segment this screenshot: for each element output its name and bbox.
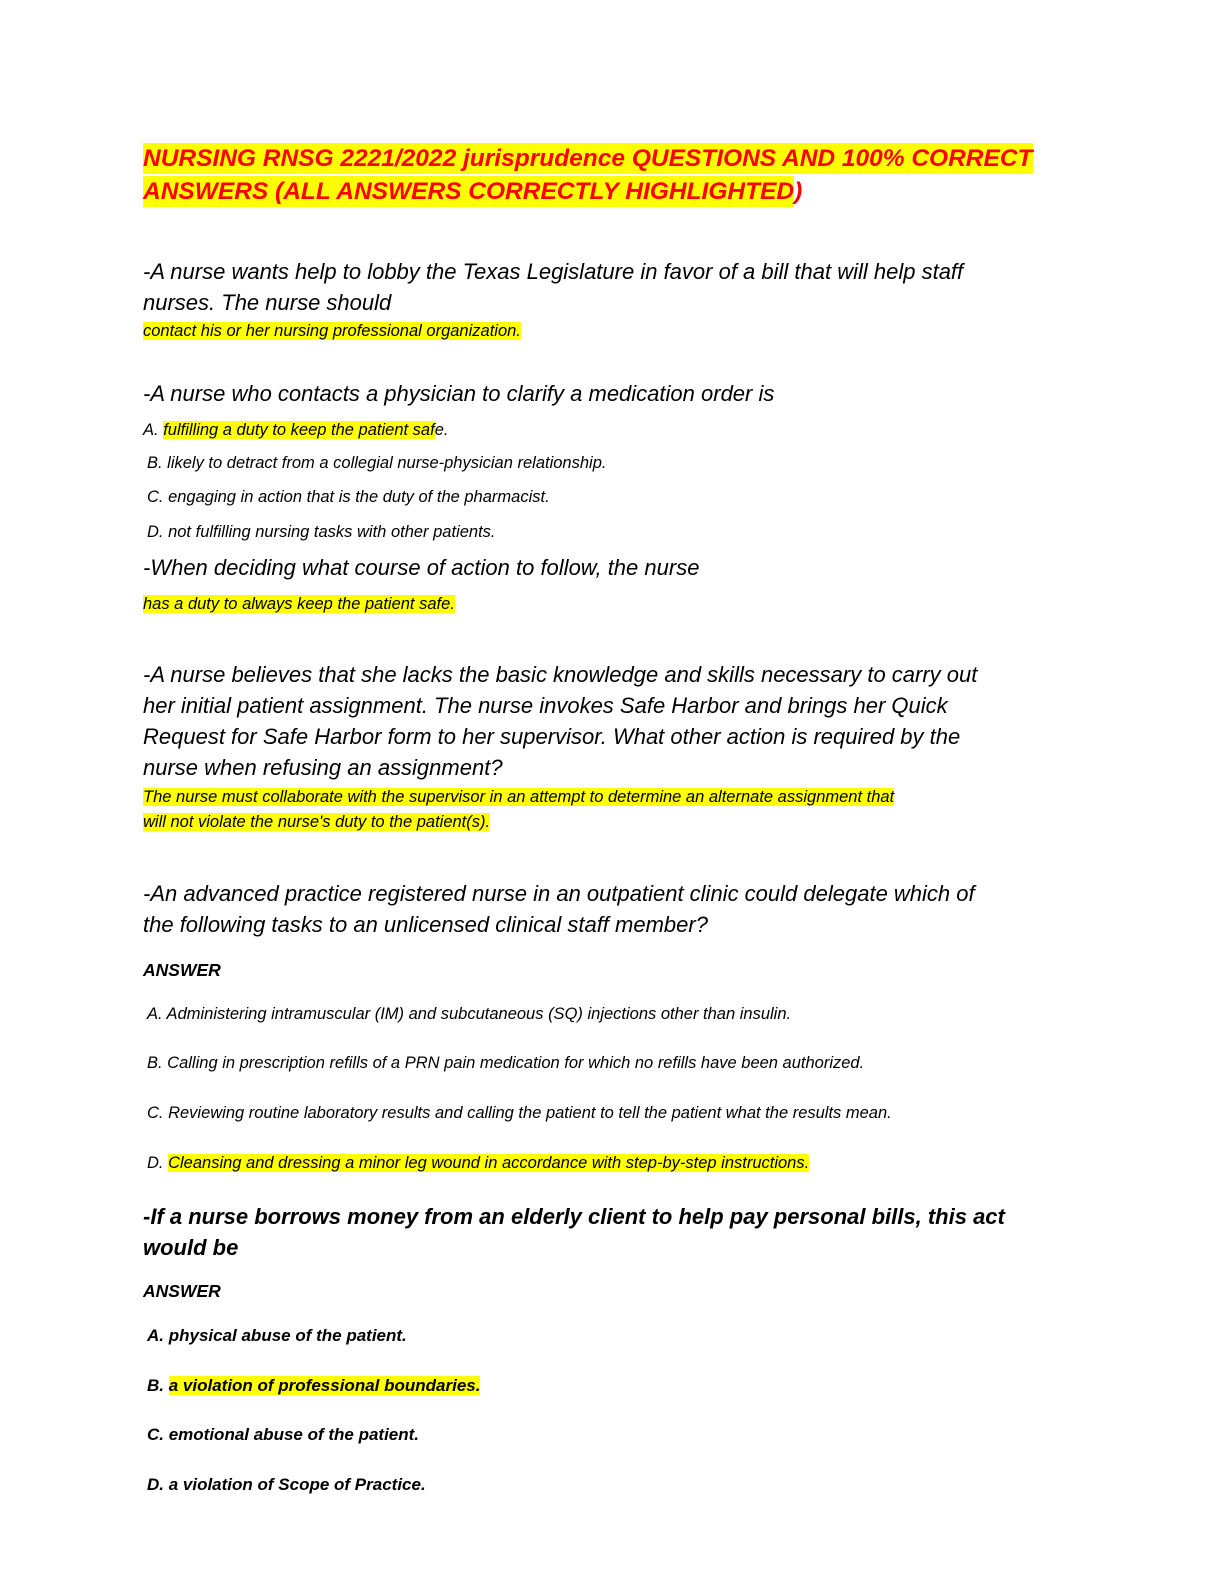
question-5-option-d: D. Cleansing and dressing a minor leg wound in accordance with step-by-step instructions. — [147, 1154, 810, 1172]
question-4-answer — [143, 785, 894, 835]
question-6 — [143, 1201, 1083, 1263]
question-4-line-1: -A nurse believes that she lacks the basic knowledge and skills necessary to carry out — [143, 662, 978, 687]
question-1-answer: contact his or her nursing professional organization. — [143, 322, 521, 340]
question-3: -When deciding what course of action to follow, the nurse — [143, 555, 700, 580]
question-2-option-d: D. not fulfilling nursing tasks with other patients. — [147, 523, 496, 541]
question-4-line-2: her initial patient assignment. The nurse invokes Safe Harbor and brings her Quick — [143, 693, 948, 718]
question-5-option-b: B. Calling in prescription refills of a PRN pain medication for which no refills have been authorized. — [147, 1054, 865, 1072]
question-5-answer: Cleansing and dressing a minor leg wound in accordance with step-by-step instructions. — [168, 1154, 810, 1172]
question-4-line-3: Request for Safe Harbor form to her supervisor. What other action is required by the — [143, 724, 961, 749]
question-5-option-c: C. Reviewing routine laboratory results and calling the patient to tell the patient what the results mean. — [147, 1104, 892, 1122]
question-1-line-1: -A nurse wants help to lobby the Texas Legislature in favor of a bill that will help staff — [143, 259, 964, 284]
question-4-answer-line-1: The nurse must collaborate with the supervisor in an attempt to determine an alternate assignment that — [143, 788, 895, 806]
document-title — [143, 142, 1083, 208]
question-6-line-2: would be — [143, 1235, 239, 1260]
question-1-line-2: nurses. The nurse should — [143, 290, 392, 315]
title-line-1: NURSING RNSG 2221/2022 jurisprudence QUESTIONS AND 100% CORRECT — [143, 145, 1033, 172]
question-5-line-1: -An advanced practice registered nurse in an outpatient clinic could delegate which of — [143, 881, 975, 906]
title-line-2: ANSWERS (ALL ANSWERS CORRECTLY HIGHLIGHTED — [143, 178, 795, 205]
question-6-answer: a violation of professional boundaries. — [168, 1376, 481, 1395]
question-6-option-a: A. physical abuse of the patient. — [147, 1326, 407, 1345]
question-4-answer-line-2: will not violate the nurse's duty to the patient(s). — [143, 813, 491, 831]
question-5-option-a: A. Administering intramuscular (IM) and subcutaneous (SQ) injections other than insulin. — [147, 1005, 792, 1023]
question-6-option-d: D. a violation of Scope of Practice. — [147, 1475, 426, 1494]
question-2-option-b: B. likely to detract from a collegial nurse-physician relationship. — [147, 454, 607, 472]
question-6-option-b: B. a violation of professional boundaries. — [147, 1376, 481, 1395]
question-5-answer-label: ANSWER — [143, 960, 221, 980]
question-4 — [143, 659, 1063, 783]
question-2-option-c: C. engaging in action that is the duty of the pharmacist. — [147, 488, 550, 506]
question-4-line-4: nurse when refusing an assignment? — [143, 755, 503, 780]
question-3-answer: has a duty to always keep the patient safe. — [143, 595, 455, 613]
question-2: -A nurse who contacts a physician to clarify a medication order is — [143, 381, 775, 406]
question-6-answer-label: ANSWER — [143, 1281, 221, 1301]
question-2-option-a: A. fulfilling a duty to keep the patient safe. — [143, 421, 449, 439]
question-5-line-2: the following tasks to an unlicensed clinical staff member? — [143, 912, 708, 937]
question-6-option-c: C. emotional abuse of the patient. — [147, 1425, 420, 1444]
question-1 — [143, 256, 1063, 318]
question-6-line-1: -If a nurse borrows money from an elderly client to help pay personal bills, this act — [143, 1204, 1005, 1229]
title-line-2-end: ) — [794, 178, 803, 205]
question-5 — [143, 878, 1063, 940]
question-2-answer: fulfilling a duty to keep the patient saf — [163, 421, 435, 439]
